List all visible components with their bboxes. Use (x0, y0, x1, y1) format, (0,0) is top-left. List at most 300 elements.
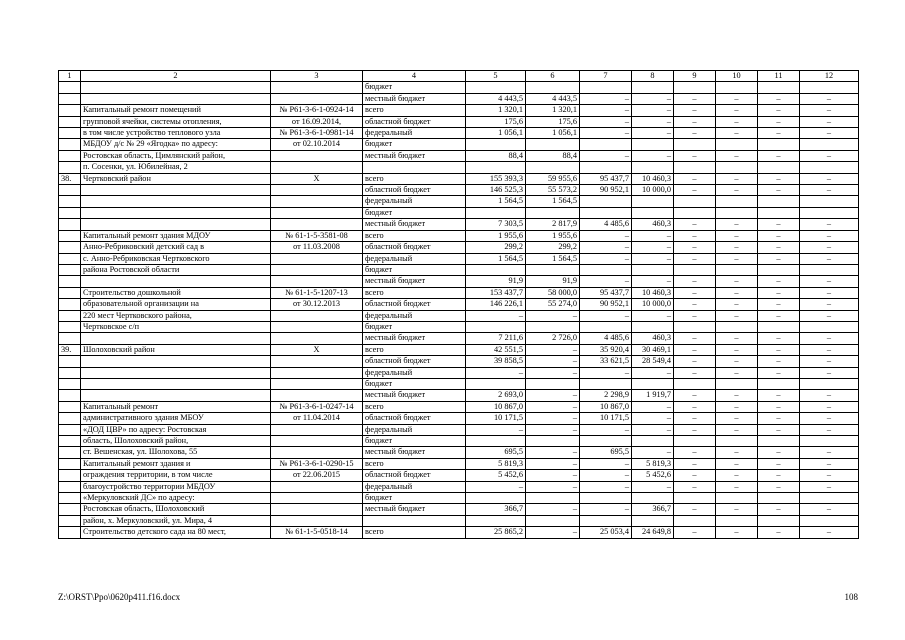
value-cell: – (526, 458, 580, 469)
value-cell: – (580, 367, 632, 378)
object-name-cell: Анно-Ребриковский детский сад в (81, 242, 271, 253)
row-number-cell (59, 401, 81, 412)
value-cell: – (632, 367, 674, 378)
value-cell: 10 867,0 (466, 401, 526, 412)
value-cell: 1 564,5 (526, 253, 580, 264)
row-number-cell (59, 162, 81, 173)
value-cell (526, 264, 580, 275)
value-cell: – (800, 401, 859, 412)
value-cell (632, 493, 674, 504)
value-cell: – (758, 504, 800, 515)
object-name-cell: благоустройство территории МБДОУ (81, 481, 271, 492)
value-cell: 146 226,1 (466, 299, 526, 310)
value-cell: 299,2 (526, 242, 580, 253)
funding-source-cell: областной бюджет (363, 470, 466, 481)
funding-source-cell: всего (363, 458, 466, 469)
value-cell: 10 171,5 (580, 413, 632, 424)
value-cell: – (674, 173, 716, 184)
value-cell (526, 207, 580, 218)
row-number-cell (59, 253, 81, 264)
document-number-cell: № Р61-3-6-1-0290-15 (271, 458, 363, 469)
value-cell: – (758, 344, 800, 355)
value-cell: – (632, 481, 674, 492)
value-cell (632, 196, 674, 207)
value-cell: – (800, 150, 859, 161)
value-cell: – (800, 424, 859, 435)
funding-source-cell: всего (363, 344, 466, 355)
row-number-cell (59, 150, 81, 161)
document-number-cell (271, 481, 363, 492)
object-name-cell: Шолоховский район (81, 344, 271, 355)
table-row (59, 242, 859, 253)
value-cell: – (674, 344, 716, 355)
value-cell (800, 378, 859, 389)
table-row (59, 321, 859, 332)
value-cell: – (800, 230, 859, 241)
value-cell (632, 162, 674, 173)
value-cell: – (466, 367, 526, 378)
funding-source-cell: местный бюджет (363, 390, 466, 401)
document-number-cell (271, 93, 363, 104)
value-cell (632, 321, 674, 332)
value-cell: – (800, 504, 859, 515)
row-number-cell (59, 242, 81, 253)
document-number-cell: от 16.09.2014, (271, 116, 363, 127)
object-name-cell (81, 367, 271, 378)
funding-source-cell: бюджет (363, 493, 466, 504)
column-header: 8 (632, 71, 674, 82)
value-cell: – (580, 470, 632, 481)
object-name-cell: ограждения территории, в том числе (81, 470, 271, 481)
value-cell: – (674, 504, 716, 515)
value-cell (466, 515, 526, 526)
value-cell: – (716, 367, 758, 378)
value-cell: – (526, 447, 580, 458)
value-cell: – (674, 310, 716, 321)
value-cell: 1 955,6 (466, 230, 526, 241)
document-number-cell: № 61-1-5-0518-14 (271, 527, 363, 538)
value-cell (580, 493, 632, 504)
funding-source-cell: федеральный (363, 424, 466, 435)
value-cell: – (800, 356, 859, 367)
value-cell: 95 437,7 (580, 287, 632, 298)
row-number-cell (59, 356, 81, 367)
value-cell: 90 952,1 (580, 299, 632, 310)
object-name-cell: с. Анно-Ребриковская Чертковского (81, 253, 271, 264)
funding-source-cell: федеральный (363, 128, 466, 139)
value-cell: – (466, 424, 526, 435)
value-cell (580, 515, 632, 526)
value-cell: – (632, 105, 674, 116)
value-cell: 1 320,1 (526, 105, 580, 116)
value-cell: 4 443,5 (526, 93, 580, 104)
object-name-cell: п. Сосенки, ул. Юбилейная, 2 (81, 162, 271, 173)
table-row (59, 333, 859, 344)
value-cell: – (758, 333, 800, 344)
document-number-cell (271, 333, 363, 344)
value-cell: 1 919,7 (632, 390, 674, 401)
object-name-cell: Капитальный ремонт здания и (81, 458, 271, 469)
funding-source-cell: всего (363, 401, 466, 412)
value-cell: – (758, 105, 800, 116)
table-row (59, 527, 859, 538)
object-name-cell: образовательной организации на (81, 299, 271, 310)
table-row (59, 436, 859, 447)
table-row (59, 413, 859, 424)
document-number-cell: Х (271, 344, 363, 355)
value-cell (716, 207, 758, 218)
object-name-cell (81, 93, 271, 104)
funding-source-cell (363, 162, 466, 173)
funding-source-cell: всего (363, 527, 466, 538)
funding-source-cell: бюджет (363, 321, 466, 332)
document-number-cell (271, 390, 363, 401)
value-cell: – (716, 504, 758, 515)
table-row (59, 299, 859, 310)
document-number-cell (271, 162, 363, 173)
document-number-cell (271, 310, 363, 321)
value-cell: – (758, 230, 800, 241)
value-cell: 10 000,0 (632, 299, 674, 310)
value-cell (674, 82, 716, 93)
table-row (59, 264, 859, 275)
funding-source-cell: областной бюджет (363, 356, 466, 367)
document-number-cell (271, 276, 363, 287)
object-name-cell (81, 219, 271, 230)
value-cell (758, 515, 800, 526)
value-cell: – (716, 299, 758, 310)
value-cell: 460,3 (632, 219, 674, 230)
value-cell: – (716, 310, 758, 321)
column-header: 10 (716, 71, 758, 82)
object-name-cell: 220 мест Чертковского района, (81, 310, 271, 321)
value-cell (800, 436, 859, 447)
value-cell: – (580, 116, 632, 127)
value-cell: – (674, 333, 716, 344)
table-row (59, 504, 859, 515)
table-row (59, 344, 859, 355)
value-cell: – (526, 504, 580, 515)
value-cell: – (580, 458, 632, 469)
value-cell: 10 000,0 (632, 185, 674, 196)
value-cell: – (758, 367, 800, 378)
value-cell (526, 82, 580, 93)
value-cell (580, 207, 632, 218)
document-number-cell: № Р61-3-6-1-0924-14 (271, 105, 363, 116)
value-cell: 1 955,6 (526, 230, 580, 241)
table-row (59, 424, 859, 435)
document-number-cell (271, 356, 363, 367)
row-number-cell (59, 93, 81, 104)
document-number-cell (271, 367, 363, 378)
value-cell: – (632, 93, 674, 104)
value-cell: – (800, 310, 859, 321)
value-cell (716, 264, 758, 275)
table-row (59, 139, 859, 150)
value-cell: 59 955,6 (526, 173, 580, 184)
row-number-cell (59, 493, 81, 504)
funding-source-cell: местный бюджет (363, 93, 466, 104)
value-cell: – (526, 310, 580, 321)
value-cell: – (716, 470, 758, 481)
value-cell: – (674, 116, 716, 127)
table-row (59, 515, 859, 526)
value-cell: – (632, 242, 674, 253)
column-header: 7 (580, 71, 632, 82)
table-row (59, 390, 859, 401)
value-cell: – (716, 390, 758, 401)
value-cell (674, 264, 716, 275)
value-cell (716, 515, 758, 526)
document-number-cell: от 11.03.2008 (271, 242, 363, 253)
value-cell: 1 564,5 (466, 196, 526, 207)
value-cell: – (580, 253, 632, 264)
value-cell: 88,4 (466, 150, 526, 161)
value-cell: – (674, 287, 716, 298)
value-cell: – (758, 219, 800, 230)
value-cell: – (580, 424, 632, 435)
value-cell: 146 525,3 (466, 185, 526, 196)
value-cell (758, 493, 800, 504)
value-cell (526, 321, 580, 332)
value-cell: – (800, 253, 859, 264)
value-cell (526, 515, 580, 526)
value-cell: – (632, 116, 674, 127)
value-cell: – (632, 310, 674, 321)
value-cell: – (758, 447, 800, 458)
value-cell (758, 139, 800, 150)
value-cell: – (716, 242, 758, 253)
value-cell: 25 053,4 (580, 527, 632, 538)
row-number-cell: 38. (59, 173, 81, 184)
value-cell: – (632, 413, 674, 424)
value-cell (632, 207, 674, 218)
object-name-cell: район, х. Меркуловский, ул. Мира, 4 (81, 515, 271, 526)
value-cell (466, 139, 526, 150)
value-cell: 5 452,6 (466, 470, 526, 481)
value-cell (674, 207, 716, 218)
value-cell: – (526, 390, 580, 401)
value-cell: – (716, 458, 758, 469)
value-cell (758, 378, 800, 389)
value-cell: 88,4 (526, 150, 580, 161)
value-cell: – (800, 447, 859, 458)
funding-source-cell: областной бюджет (363, 185, 466, 196)
value-cell (674, 321, 716, 332)
value-cell: – (674, 299, 716, 310)
value-cell: – (674, 367, 716, 378)
value-cell: – (758, 128, 800, 139)
value-cell: 2 298,9 (580, 390, 632, 401)
value-cell: – (800, 481, 859, 492)
row-number-cell (59, 333, 81, 344)
value-cell: – (466, 310, 526, 321)
value-cell (800, 139, 859, 150)
value-cell: 10 171,5 (466, 413, 526, 424)
column-header: 5 (466, 71, 526, 82)
value-cell (758, 82, 800, 93)
value-cell: 299,2 (466, 242, 526, 253)
funding-source-cell: областной бюджет (363, 116, 466, 127)
column-header: 2 (81, 71, 271, 82)
document-number-cell (271, 185, 363, 196)
value-cell (716, 321, 758, 332)
funding-source-cell: всего (363, 173, 466, 184)
row-number-cell (59, 515, 81, 526)
document-number-cell: № Р61-3-6-1-0247-14 (271, 401, 363, 412)
table-row (59, 356, 859, 367)
value-cell: – (632, 447, 674, 458)
value-cell: – (632, 128, 674, 139)
footer-file-path: Z:\ORST\Ppo\0620p411.f16.docx (58, 592, 181, 602)
object-name-cell: МБДОУ д/с № 29 «Ягодка» по адресу: (81, 139, 271, 150)
table-row (59, 401, 859, 412)
table-row (59, 310, 859, 321)
row-number-cell (59, 139, 81, 150)
row-number-cell (59, 264, 81, 275)
document-number-cell (271, 378, 363, 389)
funding-source-cell: местный бюджет (363, 276, 466, 287)
value-cell: – (674, 128, 716, 139)
value-cell: – (716, 481, 758, 492)
value-cell: – (580, 242, 632, 253)
funding-source-cell: местный бюджет (363, 447, 466, 458)
value-cell: – (758, 299, 800, 310)
value-cell: – (716, 173, 758, 184)
value-cell (466, 162, 526, 173)
value-cell: – (674, 219, 716, 230)
funding-source-cell: федеральный (363, 310, 466, 321)
value-cell: – (526, 481, 580, 492)
table-header-row (59, 71, 859, 82)
value-cell: – (716, 219, 758, 230)
row-number-cell (59, 321, 81, 332)
value-cell (632, 264, 674, 275)
value-cell: – (800, 185, 859, 196)
value-cell: – (674, 150, 716, 161)
funding-source-cell: бюджет (363, 378, 466, 389)
value-cell (800, 493, 859, 504)
table-row (59, 253, 859, 264)
value-cell: – (758, 287, 800, 298)
value-cell: – (580, 310, 632, 321)
object-name-cell: групповой ячейки, системы отопления, (81, 116, 271, 127)
value-cell: – (758, 185, 800, 196)
value-cell: – (716, 413, 758, 424)
row-number-cell (59, 447, 81, 458)
document-number-cell: Х (271, 173, 363, 184)
value-cell: – (758, 150, 800, 161)
table-row (59, 185, 859, 196)
budget-table (58, 70, 859, 539)
row-number-cell (59, 458, 81, 469)
value-cell: 33 621,5 (580, 356, 632, 367)
value-cell: 10 460,3 (632, 173, 674, 184)
value-cell: – (632, 150, 674, 161)
value-cell (716, 196, 758, 207)
row-number-cell (59, 310, 81, 321)
value-cell: – (632, 424, 674, 435)
row-number-cell (59, 413, 81, 424)
value-cell: 695,5 (580, 447, 632, 458)
table-row (59, 207, 859, 218)
object-name-cell: района Ростовской области (81, 264, 271, 275)
value-cell (758, 321, 800, 332)
row-number-cell (59, 390, 81, 401)
value-cell: 7 211,6 (466, 333, 526, 344)
object-name-cell: «Меркуловский ДС» по адресу: (81, 493, 271, 504)
value-cell: 30 469,1 (632, 344, 674, 355)
row-number-cell (59, 436, 81, 447)
document-number-cell: от 02.10.2014 (271, 139, 363, 150)
value-cell: 10 460,3 (632, 287, 674, 298)
value-cell (526, 378, 580, 389)
table-row (59, 93, 859, 104)
value-cell: – (758, 173, 800, 184)
value-cell: 95 437,7 (580, 173, 632, 184)
value-cell: – (580, 230, 632, 241)
column-header: 3 (271, 71, 363, 82)
value-cell (674, 196, 716, 207)
funding-source-cell: местный бюджет (363, 150, 466, 161)
value-cell (632, 378, 674, 389)
funding-source-cell: федеральный (363, 196, 466, 207)
document-number-cell (271, 447, 363, 458)
value-cell: – (716, 93, 758, 104)
value-cell: – (674, 276, 716, 287)
value-cell: – (580, 481, 632, 492)
funding-source-cell: бюджет (363, 82, 466, 93)
object-name-cell: Строительство детского сада на 80 мест, (81, 527, 271, 538)
value-cell (466, 321, 526, 332)
value-cell: – (674, 424, 716, 435)
table-row (59, 82, 859, 93)
value-cell (800, 82, 859, 93)
value-cell: – (800, 470, 859, 481)
value-cell: – (716, 276, 758, 287)
value-cell (526, 493, 580, 504)
value-cell: – (526, 413, 580, 424)
document-number-cell: № 61-1-5-3581-08 (271, 230, 363, 241)
value-cell (716, 493, 758, 504)
value-cell: – (674, 413, 716, 424)
value-cell: 28 549,4 (632, 356, 674, 367)
value-cell (800, 321, 859, 332)
value-cell (580, 436, 632, 447)
value-cell (716, 436, 758, 447)
funding-source-cell: федеральный (363, 253, 466, 264)
document-number-cell (271, 82, 363, 93)
value-cell: – (716, 150, 758, 161)
document-number-cell (271, 150, 363, 161)
value-cell: – (758, 242, 800, 253)
document-number-cell: от 22.06.2015 (271, 470, 363, 481)
value-cell: – (716, 116, 758, 127)
funding-source-cell: федеральный (363, 367, 466, 378)
object-name-cell: Строительство дошкольной (81, 287, 271, 298)
value-cell: 1 564,5 (526, 196, 580, 207)
value-cell: – (758, 413, 800, 424)
value-cell (758, 196, 800, 207)
row-number-cell (59, 276, 81, 287)
document-number-cell: № 61-1-5-1207-13 (271, 287, 363, 298)
funding-source-cell: местный бюджет (363, 219, 466, 230)
value-cell (674, 436, 716, 447)
value-cell (580, 264, 632, 275)
value-cell: – (758, 401, 800, 412)
value-cell: – (674, 458, 716, 469)
table-row (59, 493, 859, 504)
